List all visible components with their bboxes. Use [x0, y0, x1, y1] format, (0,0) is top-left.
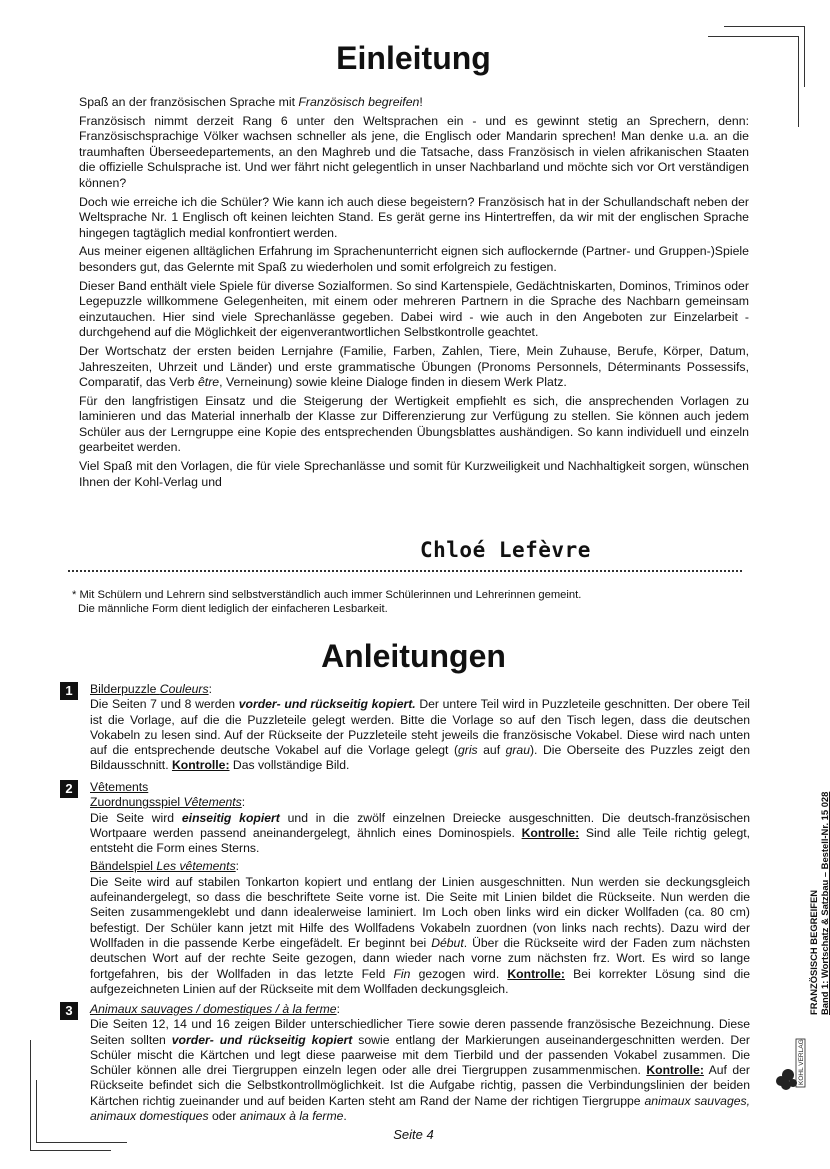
text: auf	[477, 743, 506, 758]
heading-text: :	[208, 682, 212, 696]
control-label: Kontrolle:	[521, 825, 580, 840]
text-bold: vorder- und rückseitig kopiert	[171, 1032, 353, 1047]
footnote	[72, 588, 732, 616]
heading-text: Bilderpuzzle	[90, 682, 160, 696]
series-title: FRANZÖSISCH BEGREIFEN	[808, 889, 819, 1015]
subheading-italic: Les vêtements	[156, 859, 236, 874]
step-heading	[90, 682, 750, 697]
text: Der untere Teil wird in Puzzleteile geschnitten. Der obere Teil ist die Vorlage, auf die die Puzzleteile gelegt werden. Bitte die Vorlage so auf den Tisch legen, dass die deutschen Vokabeln zu lesen sind. Auf der Rückseite der Puzzleteile steht jeweils die französische Vokabel. Diese wird nach unten auf die entsprechende deutsche Vokabel auf die Vorlage gelegt (	[90, 697, 750, 758]
text-italic: grau	[505, 743, 530, 758]
intro-paragraph: Französisch nimmt derzeit Rang 6 unter den Weltsprachen ein - und es gewinnt stetig an Sprechern, denn: Französischsprachige Völker wachsen schneller als jene, die Englisch oder Mandarin sprechen! Man denke u.a. an die traumhaften Überseedepartements, an den Maghreb und die Tatsache, dass Französisch in vielen afrikanischen Staaten die offizielle Schulsprache ist. Und wer fährt nicht gelegentlich in unser Nachbarland und möchte sich vor Ort verständigen können?	[79, 113, 749, 190]
text-italic: animaux à la ferme	[239, 1109, 344, 1124]
control-label: Kontrolle:	[507, 966, 565, 981]
subheading-text: Bändelspiel	[90, 859, 157, 874]
step-heading	[90, 1002, 750, 1017]
text: Die Seiten 7 und 8 werden	[90, 697, 239, 712]
subheading-text: :	[235, 859, 240, 874]
section-title-instructions: Anleitungen	[321, 638, 506, 674]
text: Spaß an der französischen Sprache mit	[79, 95, 299, 109]
step-description	[90, 697, 750, 773]
step-description	[90, 1017, 750, 1124]
heading-text: Vêtements	[90, 780, 149, 794]
control-label: Kontrolle:	[646, 1063, 704, 1078]
instruction-step-2	[60, 780, 750, 997]
heading-italic: Animaux sauvages / domestiques / à la ferme	[90, 1002, 337, 1016]
text-italic: Début	[431, 935, 464, 950]
text: Bei korrekter Lösung sind die aufgezeichneten Linien auf der Rückseite mit dem Wollfaden deckungsgleich.	[90, 966, 750, 996]
text: sowie entlang der Markierungen auseinandergeschnitten werden. Der Schüler mischt die Kärtchen und legt diese paarweise mit dem Tierbild und der passenden Vokabel zusammen. Die Schüler können alle drei Tiergruppen einzeln legen oder alle drei Tiergruppen zusammenmischen.	[90, 1032, 750, 1078]
heading-text: :	[336, 1002, 340, 1016]
text: Die Seite wird auf stabilen Tonkarton kopiert und entlang der Linien ausgeschnitten. Nun werden sie deckungsgleich aufeinandergelegt, so dass die beschriftete Seite vorne ist. Die Seite mit Linien bildet die Rückseite. Nun werden die Seiten zusammengeklebt und dann idealerweise laminiert. Im Loch oben links wird ein dicker Wollfaden (ca. 80 cm) befestigt. Der Schüler kann jetzt mit Hilfe des Wollfadens Vokabeln zuordnen (von links nach rechts). Dazu wird der Wollfaden in die passende Kerbe eingefädelt. Er beginnt bei	[90, 874, 750, 950]
step-subheading	[90, 795, 750, 810]
step-number-badge: 3	[60, 1002, 78, 1020]
text: Die Seite wird	[90, 810, 182, 825]
instruction-step-3	[60, 1002, 750, 1124]
text: Sind alle Teile richtig gelegt, entsteht die Form eines Sterns.	[90, 825, 751, 856]
dotted-divider	[68, 570, 742, 572]
intro-paragraph: Doch wie erreiche ich die Schüler? Wie kann ich auch diese begeistern? Französisch hat in der Schullandschaft neben der Weltsprache Nr. 1 Englisch oft keinen leichten Stand. Es gerät gerne ins Hintertreffen, da wir mit der englischen Sprache hingegen tagtäglich medial konfrontiert werden.	[79, 194, 749, 240]
footnote-line: * Mit Schülern und Lehrern sind selbstverständlich auch immer Schülerinnen und Lehrerinnen gemeint.	[72, 589, 582, 601]
text-bold: vorder- und rückseitig kopiert.	[238, 697, 416, 712]
subheading-text: :	[241, 795, 246, 810]
page-title-intro: Einleitung	[336, 40, 491, 76]
text-italic: Fin	[393, 966, 411, 981]
series-subtitle: Band 1: Wortschatz & Satzbau – Bestell-Nr. 15 028	[819, 791, 830, 1015]
text: . Über die Rückseite wird der Faden zum nächsten deutschen Wort auf der rechte Seite gezogen, dann wieder nach vorne zum nächsten frz. Wort. Es wird so lange fortgefahren, bis der Wollfaden in das letzte Feld	[90, 935, 750, 981]
intro-paragraph: Aus meiner eigenen alltäglichen Erfahrung im Sprachenunterricht eignen sich auflockernde (Partner- und Gruppen-)Spiele besonders gut, das Gelernte mit Spaß zu wiederholen und somit erfolgreich zu festigen.	[79, 244, 749, 274]
control-label: Kontrolle:	[171, 758, 230, 773]
text: Die Seiten 12, 14 und 16 zeigen Bilder unterschiedlicher Tiere sowie deren passende französische Bezeichnung. Diese Seiten sollten	[90, 1017, 750, 1047]
intro-text	[79, 95, 749, 493]
sidebar-series-info	[808, 792, 830, 1015]
page-number: Seite 4	[393, 1127, 434, 1142]
text: Der Wortschatz der ersten beiden Lernjahre (Familie, Farben, Zahlen, Tiere, Mein Zuhause, Berufe, Körper, Datum, Jahreszeiten, Uhrzeit und Länder) und erste grammatische Übungen (Pronoms Personnels, Déterminants Possessifs, Comparatif, das Verb	[79, 343, 749, 390]
intro-paragraph: Viel Spaß mit den Vorlagen, die für viele Sprechanlässe und somit für Kurzweiligkeit und Nachhaltigkeit sorgen, wünschen Ihnen der Kohl-Verlag und	[79, 459, 749, 489]
publisher-logo-icon	[773, 1037, 809, 1093]
intro-paragraph: Dieser Band enthält viele Spiele für diverse Sozialformen. So sind Kartenspiele, Gedächtniskarten, Dominos, Triminos oder Legepuzzle willkommene Gelegenheiten, mit einem oder mehreren Partnern in die Sprache des Nachbarn gemeinsam einzutauchen. Hier sind viele Sprechanlässe gegeben. Dabei wird - wie auch in den Angeboten zur Einzelarbeit - durchgehend auf die Möglichkeit der eigenverantwortlichen Selbstkontrolle geachtet.	[79, 278, 749, 340]
subheading-text: Zuordnungsspiel	[90, 795, 184, 810]
text-italic: être	[197, 375, 220, 390]
step-number-badge: 1	[60, 682, 78, 700]
intro-paragraph	[79, 95, 749, 111]
step-description	[90, 811, 750, 857]
footnote-line: Die männliche Form dient lediglich der einfacheren Lesbarkeit.	[78, 603, 388, 615]
text: gezogen wird.	[410, 966, 508, 981]
heading-italic: Couleurs	[159, 682, 209, 696]
text: Auf der Rückseite befindet sich die Selbstkontrollmöglichkeit. Ist die Aufgabe richtig, passen die Verbindungslinien der beiden Kärtchen richtig zueinander und auf beiden Karten steht am Rand der Name der richtigen Tiergruppe	[90, 1063, 750, 1108]
subheading-italic: Vêtements	[183, 795, 242, 810]
text: ). Die Oberseite des Puzzles zeigt den Bildausschnitt.	[90, 743, 750, 773]
text: , Verneinung) sowie kleine Dialoge finden in diesem Werk Platz.	[219, 375, 567, 390]
text: .	[343, 1109, 347, 1124]
text: oder	[208, 1109, 240, 1124]
text: Das vollständige Bild.	[229, 758, 350, 773]
instruction-step-1	[60, 682, 750, 774]
text-italic: animaux sauvages, animaux domestiques	[90, 1093, 750, 1124]
book-title: Französisch begreifen	[298, 95, 420, 109]
intro-paragraph	[79, 344, 749, 391]
step-heading	[90, 780, 750, 795]
text-italic: gris	[458, 743, 478, 758]
step-subheading	[90, 859, 750, 874]
text: und in die zwölf einzelnen Dreiecke ausgeschnitten. Die deutsch-französischen Wortpaare werden passend aneinandergelegt, ähnlich eines Dominospiels.	[90, 810, 750, 840]
step-description	[90, 875, 750, 997]
step-number-badge: 2	[60, 780, 78, 798]
text-bold: einseitig kopiert	[181, 810, 280, 825]
author-signature: Chloé Lefèvre	[420, 538, 591, 562]
intro-paragraph: Für den langfristigen Einsatz und die Steigerung der Wertigkeit empfiehlt es sich, die ansprechenden Vorlagen zu laminieren und das Material innerhalb der Klasse zur Differenzierung zur Verfügung zu stellen. Sie können auch jedem Schüler aus der Lerngruppe eine Kopie des entsprechenden Übungsblattes aushändigen. So kann individuell und einzeln gearbeitet werden.	[79, 393, 749, 455]
logo-text: KOHL VERLAG	[798, 1039, 805, 1085]
text: !	[419, 95, 423, 109]
